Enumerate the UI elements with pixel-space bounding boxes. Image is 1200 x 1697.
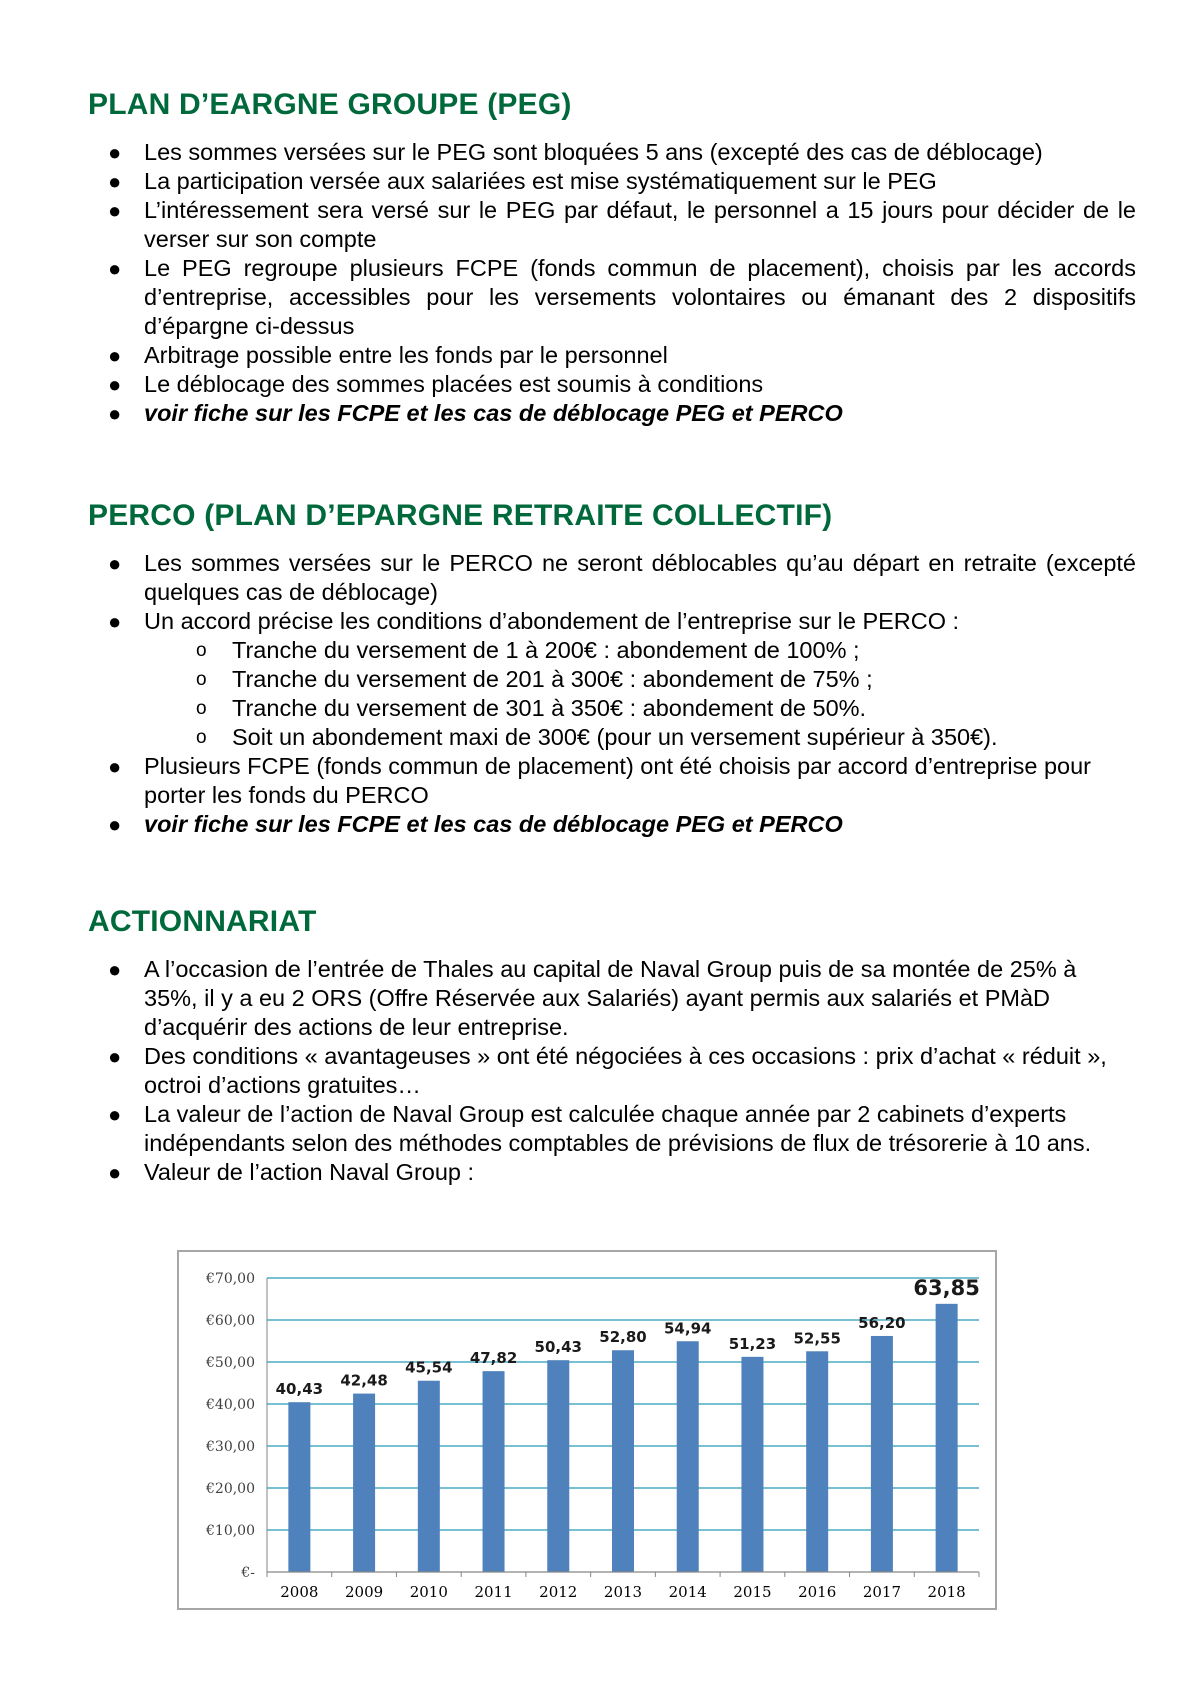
x-tick-label: 2010 xyxy=(409,1583,448,1601)
chart-svg xyxy=(179,1252,995,1608)
bullet-marker: ● xyxy=(108,169,122,194)
data-label: 51,23 xyxy=(728,1334,777,1353)
section-title-actionnariat: ACTIONNARIAT xyxy=(88,905,317,938)
list-item-text: L’intéressement sera versé sur le PEG par défaut, le personnel a 15 jours pour décider de le verser sur son compte xyxy=(144,197,1136,252)
sub-bullet-marker: o xyxy=(196,727,207,748)
list-item xyxy=(0,1158,1136,1187)
bar xyxy=(547,1360,569,1572)
sub-list-item xyxy=(0,723,1132,752)
bullet-marker: ● xyxy=(108,812,122,837)
list-item xyxy=(0,399,1136,428)
y-tick-label: €60,00 xyxy=(206,1313,255,1329)
share-value-chart xyxy=(177,1250,997,1610)
y-tick-label: €70,00 xyxy=(206,1271,255,1287)
y-tick-label: €20,00 xyxy=(206,1481,255,1497)
list-item xyxy=(0,549,1136,607)
data-label: 52,80 xyxy=(599,1328,647,1347)
bullet-marker: ● xyxy=(108,140,122,165)
x-tick-label: 2013 xyxy=(603,1583,643,1601)
sub-list-item xyxy=(0,636,1132,665)
data-label: 56,20 xyxy=(858,1313,906,1332)
bar xyxy=(353,1394,375,1572)
bar xyxy=(806,1351,828,1572)
actionnariat-bullet-list xyxy=(0,955,1200,1187)
bar xyxy=(677,1341,699,1572)
bullet-marker: ● xyxy=(108,754,122,779)
x-tick-label: 2018 xyxy=(927,1583,966,1601)
bullet-marker: ● xyxy=(108,256,122,281)
sub-list-item-text: Tranche du versement de 301 à 350€ : abondement de 50%. xyxy=(232,695,867,721)
bullet-marker: ● xyxy=(108,1044,122,1069)
bar xyxy=(483,1371,505,1572)
list-item-text: La valeur de l’action de Naval Group est calculée chaque année par 2 cabinets d’experts indépendants selon des méthodes comptables de prévisions de flux de trésorerie à 10 ans. xyxy=(144,1101,1092,1156)
y-tick-label: €- xyxy=(241,1565,255,1581)
peg-bullet-list xyxy=(0,138,1200,428)
list-item-text: Plusieurs FCPE (fonds commun de placement) ont été choisis par accord d’entreprise pour porter les fonds du PERCO xyxy=(144,753,1091,808)
y-tick-label: €10,00 xyxy=(206,1523,255,1539)
list-item-text: Les sommes versées sur le PERCO ne seront déblocables qu’au départ en retraite (excepté quelques cas de déblocage) xyxy=(144,550,1136,605)
list-item-text: Valeur de l’action Naval Group : xyxy=(144,1159,475,1185)
list-item-text: voir fiche sur les FCPE et les cas de déblocage PEG et PERCO xyxy=(144,811,843,837)
data-label: 47,82 xyxy=(469,1349,518,1368)
data-label: 42,48 xyxy=(340,1371,388,1390)
y-tick-label: €50,00 xyxy=(206,1355,255,1371)
x-tick-label: 2011 xyxy=(474,1583,513,1601)
list-item-text: Arbitrage possible entre les fonds par le personnel xyxy=(144,342,668,368)
bullet-marker: ● xyxy=(108,1102,122,1127)
section-title-perco: PERCO (PLAN D’EPARGNE RETRAITE COLLECTIF) xyxy=(88,499,833,532)
list-item xyxy=(0,167,1136,196)
bullet-marker: ● xyxy=(108,198,122,223)
x-tick-label: 2015 xyxy=(733,1583,772,1601)
perco-bullet-list xyxy=(0,549,1200,839)
list-item-text: Des conditions « avantageuses » ont été négociées à ces occasions : prix d’achat « réduit », octroi d’actions gratuites… xyxy=(144,1043,1107,1098)
sub-list-item xyxy=(0,694,1132,723)
list-item xyxy=(0,752,1136,810)
bullet-marker: ● xyxy=(108,957,122,982)
list-item xyxy=(0,1100,1136,1158)
bullet-marker: ● xyxy=(108,343,122,368)
x-tick-label: 2016 xyxy=(798,1583,837,1601)
x-tick-label: 2009 xyxy=(344,1583,384,1601)
y-tick-label: €40,00 xyxy=(206,1397,255,1413)
bar xyxy=(936,1304,958,1572)
data-label: 40,43 xyxy=(275,1380,324,1399)
data-label: 52,55 xyxy=(793,1329,841,1348)
bar xyxy=(418,1381,440,1572)
bullet-marker: ● xyxy=(108,1160,122,1185)
bullet-marker: ● xyxy=(108,372,122,397)
list-item xyxy=(0,370,1136,399)
list-item xyxy=(0,810,1136,839)
bar xyxy=(288,1402,310,1572)
list-item xyxy=(0,341,1136,370)
bar xyxy=(871,1336,893,1572)
data-label: 50,43 xyxy=(534,1338,582,1357)
sub-list-item-text: Soit un abondement maxi de 300€ (pour un versement supérieur à 350€). xyxy=(232,724,998,750)
x-tick-label: 2008 xyxy=(280,1583,319,1601)
list-item-text: voir fiche sur les FCPE et les cas de déblocage PEG et PERCO xyxy=(144,400,843,426)
data-label: 54,94 xyxy=(664,1319,712,1338)
bullet-marker: ● xyxy=(108,609,122,634)
list-item xyxy=(0,955,1136,1042)
sub-bullet-marker: o xyxy=(196,698,207,719)
x-tick-label: 2012 xyxy=(539,1583,578,1601)
list-item-text: A l’occasion de l’entrée de Thales au capital de Naval Group puis de sa montée de 25% à 35%, il y a eu 2 ORS (Offre Réservée aux Salariés) ayant permis aux salariés et PMàD d’acquérir des actions de leur entreprise. xyxy=(144,956,1077,1040)
bar xyxy=(612,1350,634,1572)
list-item xyxy=(0,254,1136,341)
y-tick-label: €30,00 xyxy=(206,1439,255,1455)
list-item-text: Un accord précise les conditions d’abondement de l’entreprise sur le PERCO : xyxy=(144,608,960,634)
list-item-text: Le déblocage des sommes placées est soumis à conditions xyxy=(144,371,764,397)
list-item xyxy=(0,196,1136,254)
sub-bullet-marker: o xyxy=(196,669,207,690)
bar xyxy=(741,1357,763,1572)
data-label: 45,54 xyxy=(405,1358,453,1377)
x-tick-label: 2014 xyxy=(668,1583,707,1601)
list-item xyxy=(0,1042,1136,1100)
bullet-marker: ● xyxy=(108,551,122,576)
sub-list-item xyxy=(0,665,1132,694)
sub-list-item-text: Tranche du versement de 201 à 300€ : abondement de 75% ; xyxy=(232,666,873,692)
list-item xyxy=(0,138,1136,167)
list-item-text: Les sommes versées sur le PEG sont bloquées 5 ans (excepté des cas de déblocage) xyxy=(144,139,1043,165)
data-label: 63,85 xyxy=(913,1275,980,1300)
sub-bullet-marker: o xyxy=(196,640,207,661)
list-item xyxy=(0,607,1136,636)
list-item-text: Le PEG regroupe plusieurs FCPE (fonds commun de placement), choisis par les accords d’entreprise, accessibles pour les versements volontaires ou émanant des 2 dispositifs d’épargne ci-dessus xyxy=(144,255,1136,339)
x-tick-label: 2017 xyxy=(862,1583,902,1601)
sub-list-item-text: Tranche du versement de 1 à 200€ : abondement de 100% ; xyxy=(232,637,860,663)
section-title-peg: PLAN D’EARGNE GROUPE (PEG) xyxy=(88,88,572,121)
bullet-marker: ● xyxy=(108,401,122,426)
list-item-text: La participation versée aux salariées est mise systématiquement sur le PEG xyxy=(144,168,937,194)
